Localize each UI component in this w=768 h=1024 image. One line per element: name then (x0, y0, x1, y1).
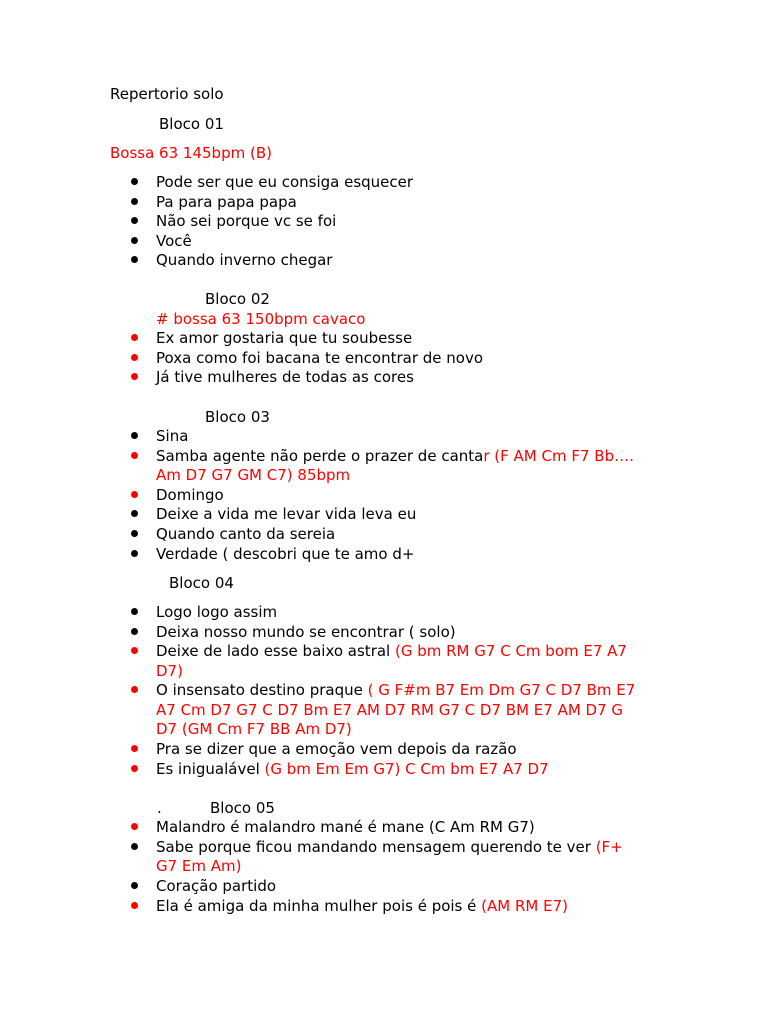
list-item (156, 838, 623, 858)
bullet-icon (131, 432, 138, 439)
chord-progression: (G bm Em Em G7) C Cm bm E7 A7 D7 (264, 760, 549, 778)
list-item: Não sei porque vc se foi (156, 212, 337, 230)
bullet-icon (131, 217, 138, 224)
list-item: Deixa nosso mundo se encontrar ( solo) (156, 623, 456, 641)
document-title: Repertorio solo (110, 85, 224, 103)
chord-progression: ( G F#m B7 Em Dm G7 C D7 Bm E7 (367, 681, 636, 699)
list-item: Pra se dizer que a emoção vem depois da razão (156, 740, 517, 758)
song-title: O insensato destino praque (156, 681, 368, 699)
chord-progression: (G bm RM G7 C Cm bom E7 A7 (394, 642, 627, 660)
song-title: Sabe porque ficou mandando mensagem querendo te ver (156, 838, 596, 856)
bullet-icon (131, 510, 138, 517)
list-item: Já tive mulheres de todas as cores (156, 368, 414, 386)
bullet-icon (131, 686, 138, 693)
list-item: Poxa como foi bacana te encontrar de novo (156, 349, 484, 367)
bullet-icon (131, 452, 138, 459)
list-item: Pa para papa papa (156, 193, 297, 211)
bullet-icon (131, 550, 138, 557)
chord-progression: (F AM Cm F7 Bb…. (489, 447, 634, 465)
list-item: Coração partido (156, 877, 277, 895)
bloco-01-heading: Bloco 01 (159, 115, 224, 133)
bloco-05-heading: Bloco 05 (210, 799, 275, 817)
bullet-icon (131, 373, 138, 380)
list-item: Verdade ( descobri que te amo d+ (156, 545, 415, 563)
list-item: Pode ser que eu consiga esquecer (156, 173, 414, 191)
list-item (156, 447, 634, 467)
list-item: Malandro é malandro mané é mane (C Am RM G7) (156, 818, 535, 836)
bullet-icon (131, 628, 138, 635)
song-title: Samba agente não perde o prazer de canta (156, 447, 484, 465)
list-item (156, 760, 549, 780)
chord-progression: (AM RM E7) (481, 897, 568, 915)
chord-progression: (F+ (595, 838, 623, 856)
list-item: Quando canto da sereia (156, 525, 336, 543)
list-item: Deixe a vida me levar vida leva eu (156, 505, 417, 523)
chord-progression-continued: D7 (GM Cm F7 BB Am D7) (156, 720, 352, 738)
bullet-icon (131, 902, 138, 909)
song-title-end: r (483, 447, 490, 465)
list-item: Sina (156, 427, 189, 445)
list-item: Domingo (156, 486, 224, 504)
bullet-icon (131, 823, 138, 830)
bullet-icon (131, 765, 138, 772)
chord-progression-continued: D7) (156, 662, 183, 680)
bullet-icon (131, 256, 138, 263)
bullet-icon (131, 608, 138, 615)
song-title: Es inigualável (156, 760, 265, 778)
bullet-icon (131, 745, 138, 752)
list-item (156, 642, 627, 662)
bullet-icon (131, 198, 138, 205)
bloco-03-heading: Bloco 03 (205, 408, 270, 426)
bloco-02-style: # bossa 63 150bpm cavaco (156, 310, 366, 328)
list-item (156, 681, 635, 701)
song-title: Deixe de lado esse baixo astral (156, 642, 395, 660)
bloco-01-style: Bossa 63 145bpm (B) (110, 144, 272, 162)
bullet-icon (131, 334, 138, 341)
bullet-icon (131, 491, 138, 498)
song-title: Ela é amiga da minha mulher pois é pois é (156, 897, 482, 915)
list-item: Ex amor gostaria que tu soubesse (156, 329, 413, 347)
bullet-icon (131, 530, 138, 537)
bloco-05-dot: . (157, 799, 162, 817)
bullet-icon (131, 237, 138, 244)
chord-progression-continued: Am D7 G7 GM C7) 85bpm (156, 466, 351, 484)
bloco-04-heading: Bloco 04 (169, 574, 234, 592)
bullet-icon (131, 843, 138, 850)
list-item: Você (156, 232, 192, 250)
bloco-02-heading: Bloco 02 (205, 290, 270, 308)
list-item (156, 897, 568, 917)
chord-progression-continued: G7 Em Am) (156, 857, 242, 875)
bullet-icon (131, 647, 138, 654)
bullet-icon (131, 178, 138, 185)
bullet-icon (131, 882, 138, 889)
list-item: Quando inverno chegar (156, 251, 333, 269)
chord-progression-continued: A7 Cm D7 G7 C D7 Bm E7 AM D7 RM G7 C D7 BM E7 AM D7 G (156, 701, 624, 719)
bullet-icon (131, 354, 138, 361)
list-item: Logo logo assim (156, 603, 278, 621)
